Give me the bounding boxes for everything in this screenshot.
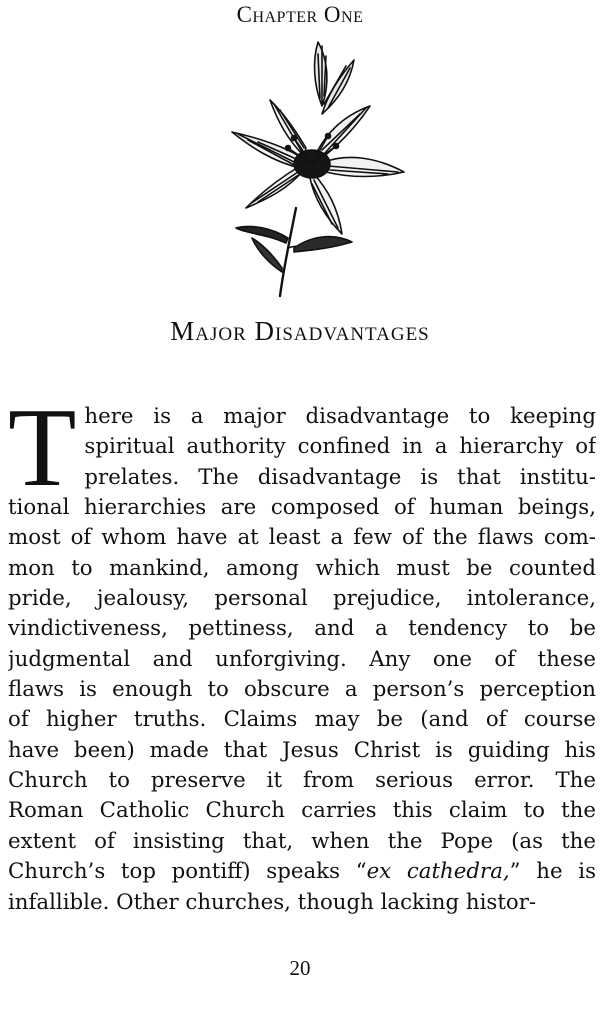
text-line: mon to mankind, among which must be counted bbox=[8, 555, 596, 581]
text-line: judgmental and unforgiving. Any one of these bbox=[8, 646, 596, 672]
text-line: Church to preserve it from serious error. The bbox=[8, 768, 596, 794]
text-line: of higher truths. Claims may be (and of course bbox=[8, 707, 596, 733]
text-line: pride, jealousy, personal prejudice, intolerance, bbox=[8, 586, 596, 612]
text-line: vindictiveness, pettiness, and a tendency to be bbox=[8, 616, 596, 642]
text-line: have been) made that Jesus Christ is guiding his bbox=[8, 737, 596, 763]
text-line: most of whom have at least a few of the flaws com- bbox=[8, 525, 596, 551]
lily-icon bbox=[218, 38, 418, 300]
body-paragraph bbox=[8, 386, 596, 918]
text-line: Roman Catholic Church carries this claim to the bbox=[8, 798, 596, 824]
drop-cap: T bbox=[8, 386, 77, 510]
text-line bbox=[8, 857, 596, 887]
text-line: spiritual authority confined in a hierarchy of bbox=[84, 434, 596, 460]
section-title: Major Disadvantages bbox=[170, 316, 430, 346]
text-segment: Church’s top pontiff) speaks “ bbox=[8, 859, 367, 885]
text-segment: ” he is bbox=[509, 859, 596, 885]
page-number: 20 bbox=[289, 956, 311, 980]
text-line: flaws is enough to obscure a person’s perception bbox=[8, 677, 596, 703]
text-line: tional hierarchies are composed of human beings, bbox=[8, 495, 596, 521]
text-line: here is a major disadvantage to keeping bbox=[84, 404, 596, 429]
text-line: extent of insisting that, when the Pope (as the bbox=[8, 828, 596, 854]
text-line: infallible. Other churches, though lacking histor- bbox=[8, 889, 537, 915]
chapter-heading: Chapter One bbox=[236, 2, 364, 27]
text-line: prelates. The disadvantage is that institu- bbox=[84, 464, 596, 490]
latin-phrase: ex cathedra, bbox=[366, 859, 510, 885]
